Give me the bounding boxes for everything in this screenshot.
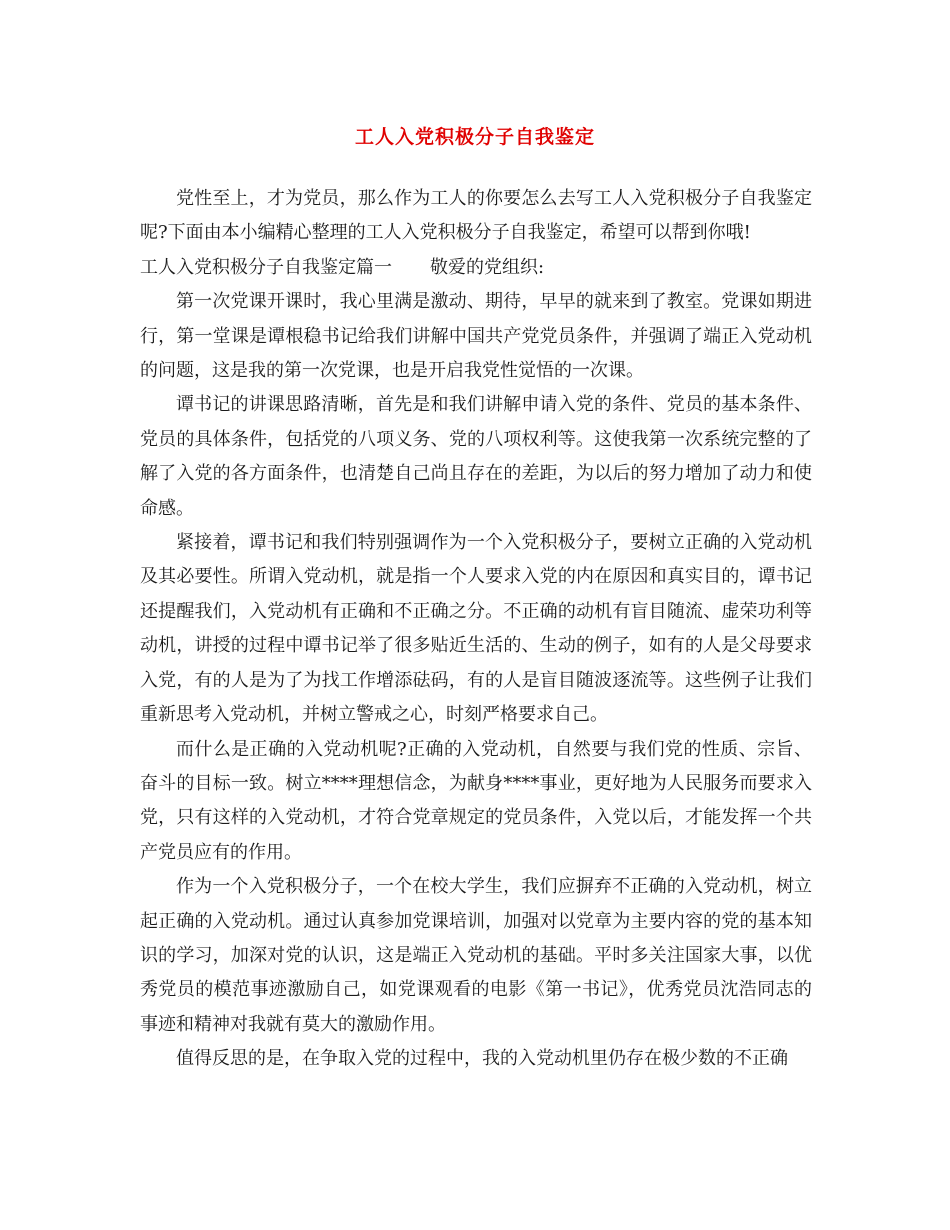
- body-paragraph: 值得反思的是，在争取入党的过程中，我的入党动机里仍存在极少数的不正确: [176, 1048, 788, 1070]
- body-paragraph: 紧接着，谭书记和我们特别强调作为一个入党积极分子，要树立正确的入党动机及其必要性。所谓入党动机，就是指一个人要求入党的内在原因和真实目的，谭书记还提醒我们，入党动机有正确和不正确之分。不正确的动机有盲目随流、虚荣功利等动机，讲授的过程中谭书记举了很多贴近生活的、生动的例子，如有的人是父母要求入党，有的人是为了为找工作增添砝码，有的人是盲目随波逐流等。这些例子让我们重新思考入党动机，并树立警戒之心，时刻严格要求自己。: [140, 532, 812, 726]
- salutation: 敬爱的党组织:: [430, 256, 545, 278]
- document-title: 工人入党积极分子自我鉴定: [354, 126, 595, 148]
- body-paragraph: 作为一个入党积极分子，一个在校大学生，我们应摒弃不正确的入党动机，树立起正确的入党动机。通过认真参加党课培训，加强对以党章为主要内容的党的基本知识的学习，加深对党的认识，这是端正入党动机的基础。平时多关注国家大事，以优秀党员的模范事迹激励自己，如党课观看的电影《第一书记》，优秀党员沈浩同志的事迹和精神对我就有莫大的激励作用。: [140, 876, 812, 1035]
- body-paragraph: 而什么是正确的入党动机呢?正确的入党动机，自然要与我们党的性质、宗旨、奋斗的目标一致。树立****理想信念，为献身****事业，更好地为人民服务而要求入党，只有这样的入党动机，才符合党章规定的党员条件，入党以后，才能发挥一个共产党员应有的作用。: [140, 738, 812, 863]
- body-paragraph: 第一次党课开课时，我心里满是激动、期待，早早的就来到了教室。党课如期进行，第一堂课是谭根稳书记给我们讲解中国共产党党员条件，并强调了端正入党动机的问题，这是我的第一次党课，也是开启我党性觉悟的一次课。: [140, 291, 812, 382]
- section-heading-line: [140, 251, 812, 285]
- body-paragraph: 谭书记的讲课思路清晰，首先是和我们讲解申请入党的条件、党员的基本条件、党员的具体条件，包括党的八项义务、党的八项权利等。这使我第一次系统完整的了解了入党的各方面条件，也清楚自己尚且存在的差距，为以后的努力增加了动力和使命感。: [140, 394, 812, 519]
- intro-paragraph: 党性至上，才为党员，那么作为工人的你要怎么去写工人入党积极分子自我鉴定呢?下面由本小编精心整理的工人入党积极分子自我鉴定，希望可以帮到你哦!: [140, 188, 812, 244]
- document-body: [140, 182, 812, 1077]
- section-heading: 工人入党积极分子自我鉴定篇一: [140, 256, 392, 278]
